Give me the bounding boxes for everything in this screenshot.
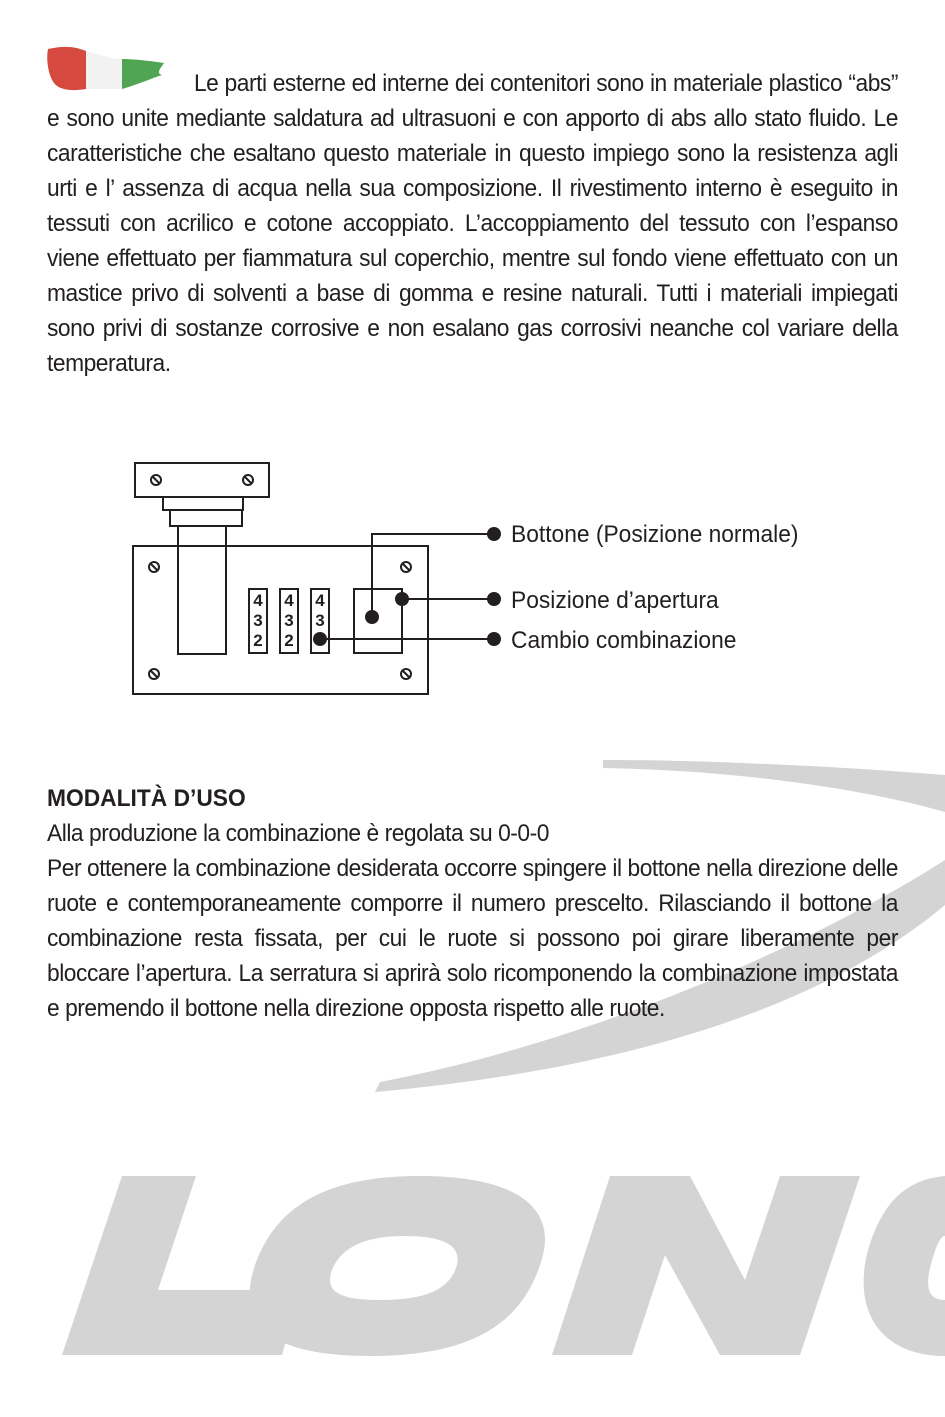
wheel-1-digit-1: 4 bbox=[253, 591, 263, 610]
label-combination-change: Cambio combinazione bbox=[511, 627, 737, 654]
wheel-1-digit-2: 3 bbox=[253, 611, 263, 630]
wheel-1-digit-3: 2 bbox=[253, 631, 263, 650]
usage-body bbox=[47, 816, 898, 1026]
wheel-3-digit-1: 4 bbox=[315, 591, 325, 610]
wheel-2-digit-2: 3 bbox=[284, 611, 294, 630]
usage-heading: MODALITÀ D’USO bbox=[47, 785, 246, 812]
wheel-2-digit-3: 2 bbox=[284, 631, 294, 650]
usage-first-line: Alla produzione la combinazione è regolata su 0-0-0 bbox=[47, 820, 549, 847]
wheel-2-digit-1: 4 bbox=[284, 591, 294, 610]
usage-paragraph: Per ottenere la combinazione desiderata occorre spingere il bottone nella direzione delle ruote e contemporaneamente comporre il numero prescelto. Rilasciando il bottone la combinazione resta fissata, per cui le ruote si possono poi girare liberamente per bloccare l’apertura. La serratura si aprirà solo ricomponendo la combinazione impostata e premendo il bottone nella direzione opposta rispetto alle ruote. bbox=[47, 855, 898, 1022]
label-button-normal: Bottone (Posizione normale) bbox=[511, 521, 799, 548]
intro-paragraph: Le parti esterne ed interne dei contenitori sono in materiale plastico “abs” e sono unite mediante saldatura ad ultrasuoni e con apporto di abs allo stato fluido. Le caratteristiche che esaltano questo materiale in questo impiego sono la resistenza agli urti e l’ assenza di acqua nella sua composizione. Il rivestimento interno è eseguito in tessuti con acrilico e cotone accoppiato. L’accoppiamento del tessuto con l’espanso viene effettuato per fiammatura sul coperchio, mentre sul fondo viene effettuato con un mastice privo di solventi a base di gomma e resine naturali. Tutti i materiali impiegati sono privi di sostanze corrosive e non esalano gas corrosivi neanche col variare della temperatura. bbox=[47, 70, 898, 377]
combination-lock-diagram bbox=[110, 455, 830, 705]
label-opening-position: Posizione d’apertura bbox=[511, 587, 719, 614]
wheel-3-digit-2: 3 bbox=[315, 611, 325, 630]
